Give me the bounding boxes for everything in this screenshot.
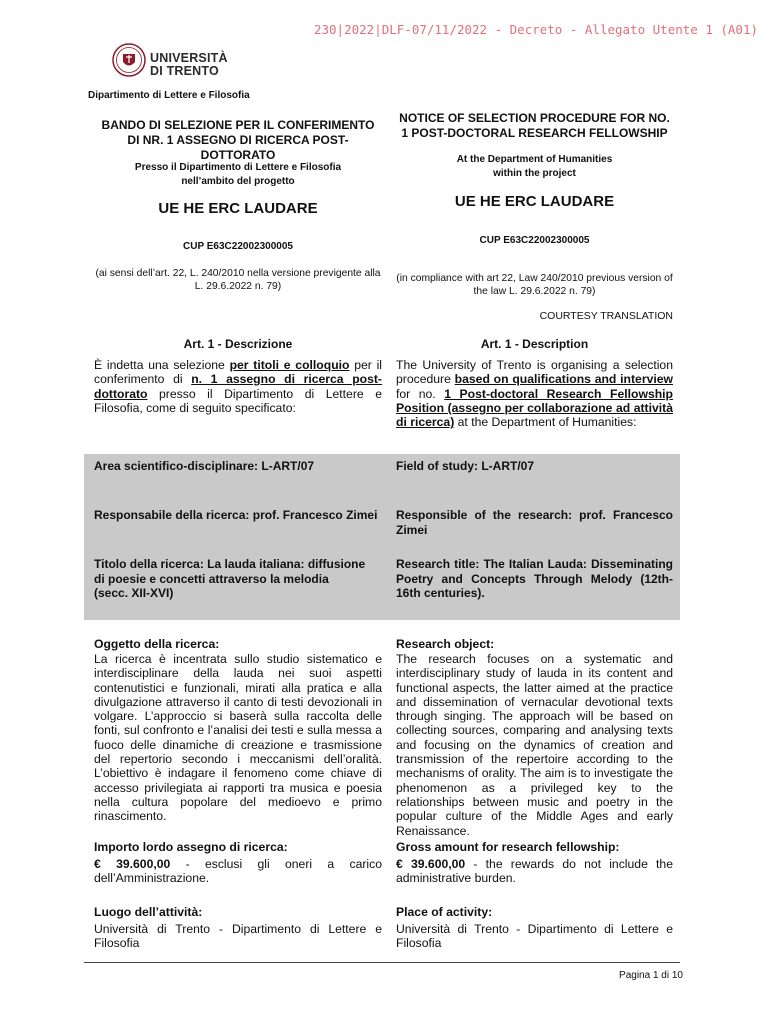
it-legal-note: (ai sensi dell’art. 22, L. 240/2010 nella versione previgente alla L. 29.6.2022 n. 79) xyxy=(95,268,381,292)
university-seal-icon xyxy=(112,42,146,78)
en-legal-note: (in compliance with art 22, Law 240/2010 previous version of the law L. 29.6.2022 n. 79) xyxy=(396,273,673,297)
it-importo-section: Importo lordo assegno di ricerca: € 39.600,00 - esclusi gli oneri a carico dell’Amministrazione. xyxy=(94,840,382,886)
en-subtitle: At the Department of Humanities within the project xyxy=(456,154,613,179)
en-gross-amount-section: Gross amount for research fellowship: € 39.600,00 - the rewards do not include the administrative burden. xyxy=(396,840,673,886)
it-subtitle: Presso il Dipartimento di Lettere e Filosofia nell’ambito del progetto xyxy=(134,162,342,187)
it-oggetto-section: Oggetto della ricerca: La ricerca è incentrata sullo studio sistematico e interdisciplinare della lauda nei suoi aspetti contenutistici e funzionali, mirati alla pratica e alla divulgazione attraverso il canto di testi devozionali in volgare. L’approccio si baserà sulla raccolta delle fonti, sul confronto e l’analisi dei testi e sulla messa a fuoco delle dinamiche di creazione e trasmissione del repertorio secondo i meccanismi dell’oralità. L’obiettivo è indagare il fenomeno come chiave di accesso privilegiata ai rapporti tra musica e poesia nella cultura popolare del medioevo e primo rinascimento. xyxy=(94,637,382,824)
en-title: NOTICE OF SELECTION PROCEDURE FOR NO. 1 POST-DOCTORAL RESEARCH FELLOWSHIP xyxy=(399,111,670,140)
it-luogo-section: Luogo dell’attività: Università di Trento - Dipartimento di Lettere e Filosofia xyxy=(94,905,382,951)
en-responsible-cell: Responsible of the research: prof. Francesco Zimei xyxy=(396,508,673,537)
it-title: BANDO DI SELEZIONE PER IL CONFERIMENTO DI NR. 1 ASSEGNO DI RICERCA POST-DOTTORATO xyxy=(101,118,375,162)
it-project-name: UE HE ERC LAUDARE xyxy=(158,200,318,217)
en-project-name: UE HE ERC LAUDARE xyxy=(454,193,615,210)
en-cup-code: CUP E63C22002300005 xyxy=(479,235,590,246)
it-responsabile-cell: Responsabile della ricerca: prof. Francesco Zimei xyxy=(94,508,378,522)
en-research-title-cell: Research title: The Italian Lauda: Disseminating Poetry and Concepts Through Melody (12th-16th centuries). xyxy=(396,557,673,600)
en-object-section: Research object: The research focuses on a systematic and interdisciplinary study of lauda in its content and functional aspects, the latter aimed at the practice and dissemination of vernacular devotional texts through singing. The approach will be based on collecting sources, comparing and analysing texts and focusing on the dynamics of creation and transmission of the repertoire according to the mechanisms of orality. The aim is to investigate the phenomenon as a privileged key to the relationships between music and poetry in the popular culture of the Middle Ages and early Renaissance. xyxy=(396,637,673,838)
en-art1-heading: Art. 1 - Description xyxy=(480,337,589,351)
document-reference: 230|2022|DLF-07/11/2022 - Decreto - Allegato Utente 1 (A01) xyxy=(313,22,758,37)
en-field-cell: Field of study: L-ART/07 xyxy=(396,459,534,473)
university-logo xyxy=(112,42,232,86)
en-art1-text: The University of Trento is organising a selection procedure based on qualifications and interview for no. 1 Post-doctoral Research Fellowship Position (assegno per collaborazione ad attività di ricerca) at the Department of Humanities: xyxy=(396,358,674,430)
it-art1-heading: Art. 1 - Descrizione xyxy=(183,337,293,351)
courtesy-translation-label: COURTESY TRANSLATION xyxy=(539,310,673,322)
it-area-cell: Area scientifico-disciplinare: L-ART/07 xyxy=(94,459,315,473)
footer-divider xyxy=(84,962,680,963)
it-cup-code: CUP E63C22002300005 xyxy=(183,241,293,252)
it-titolo-cell: Titolo della ricerca: La lauda italiana: diffusione di poesie e concetti attraverso la melodia (secc. XII-XVI) xyxy=(94,557,366,600)
logo-wordmark: UNIVERSITÀ DI TRENTO xyxy=(150,51,228,78)
en-place-section: Place of activity: Università di Trento - Dipartimento di Lettere e Filosofia xyxy=(396,905,673,951)
department-line: Dipartimento di Lettere e Filosofia xyxy=(88,90,250,101)
it-art1-text: È indetta una selezione per titoli e colloquio per il conferimento di n. 1 assegno di ricerca post-dottorato presso il Dipartimento di Lettere e Filosofia, come di seguito specificato: xyxy=(94,358,383,415)
page-number: Pagina 1 di 10 xyxy=(619,970,683,981)
